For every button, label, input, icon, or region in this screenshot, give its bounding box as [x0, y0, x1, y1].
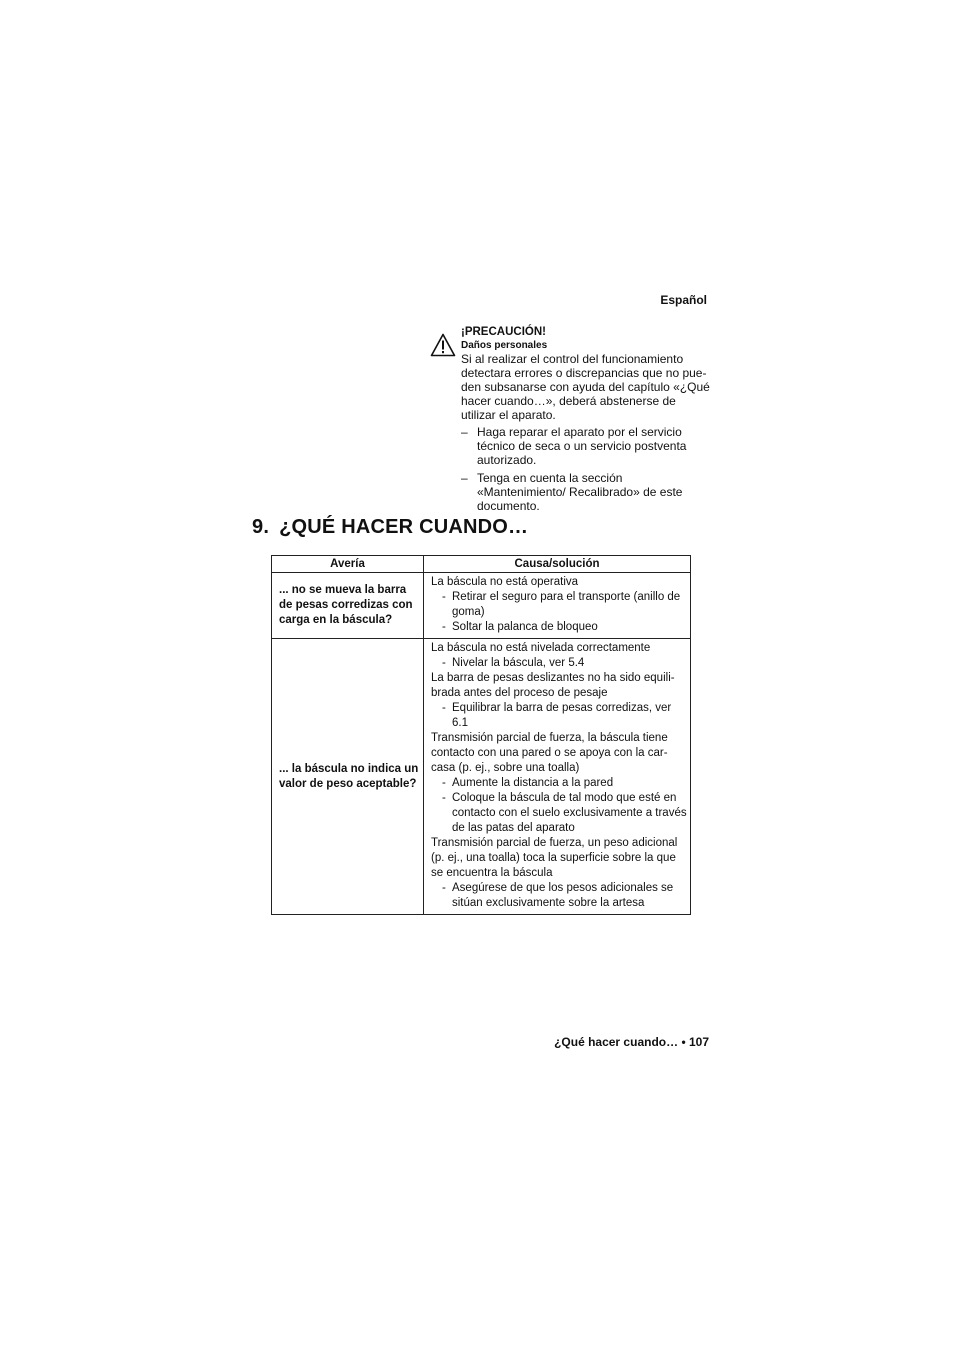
caution-subtitle: Daños personales [461, 340, 548, 351]
cause-text: La barra de pesas deslizantes no ha sido equili-brada antes del proceso de pesaje [431, 672, 675, 699]
caution-bullet-list [461, 425, 713, 513]
solution-item: - Coloque la báscula de tal modo que esté en contacto con el suelo exclusivamente a través de las patas del aparato [431, 791, 688, 836]
page-footer: ¿Qué hacer cuando… • 107 [554, 1035, 709, 1049]
solution-item: - Soltar la palanca de bloqueo [431, 620, 688, 635]
solution-item: - Asegúrese de que los pesos adicionales se sitúan exclusivamente sobre la artesa [431, 881, 688, 911]
fault-line: valor de peso aceptable? [279, 777, 417, 790]
header-fault: Avería [272, 556, 424, 573]
language-label: Español [660, 293, 707, 307]
cause-solution-cell [424, 573, 691, 639]
solution-item: - Aumente la distancia a la pared [431, 776, 688, 791]
caution-body: Si al realizar el control del funcionamiento detectara errores o discrepancias que no pue-den subsanarse con ayuda del capítulo «¿Qué hacer cuando…», deberá abstenerse de utilizar el aparato. [461, 352, 710, 422]
solution-list [431, 590, 688, 635]
solution-list [431, 881, 688, 911]
section-number: 9. [252, 516, 270, 538]
caution-bullet: – Haga reparar el aparato por el servicio técnico de seca o un servicio postventa autorizado. [461, 425, 713, 467]
fault-cell [272, 639, 424, 915]
table-row [272, 639, 691, 915]
fault-line: ... la báscula no indica un [279, 762, 419, 775]
solution-list [431, 656, 688, 671]
section-heading [252, 516, 528, 539]
solution-list [431, 701, 688, 731]
cause-text: Transmisión parcial de fuerza, la báscula tiene contacto con una pared o se apoya con la car-casa (p. ej., sobre una toalla) [431, 732, 668, 774]
table-row [272, 573, 691, 639]
caution-title: ¡PRECAUCIÓN! [461, 326, 546, 338]
header-cause-solution: Causa/solución [424, 556, 691, 573]
warning-triangle-icon [430, 333, 456, 357]
troubleshooting-table [271, 555, 691, 915]
solution-item: - Retirar el seguro para el transporte (anillo de goma) [431, 590, 688, 620]
caution-box [461, 325, 713, 517]
cause-solution-cell [424, 639, 691, 915]
section-title: ¿QUÉ HACER CUANDO… [279, 516, 529, 538]
cause-text: Transmisión parcial de fuerza, un peso adicional (p. ej., una toalla) toca la superficie sobre la que se encuentra la báscula [431, 837, 678, 879]
solution-item: - Nivelar la báscula, ver 5.4 [431, 656, 688, 671]
solution-item: - Equilibrar la barra de pesas corredizas, ver 6.1 [431, 701, 688, 731]
fault-line: de pesas corredizas con [279, 599, 413, 611]
solution-list [431, 776, 688, 836]
fault-line: ... no se mueva la barra [279, 584, 407, 596]
caution-bullet: – Tenga en cuenta la sección «Mantenimiento/ Recalibrado» de este documento. [461, 471, 713, 513]
cause-text: La báscula no está nivelada correctamente [431, 642, 651, 654]
fault-line: carga en la báscula? [279, 614, 393, 626]
fault-cell [272, 573, 424, 639]
table-header-row [272, 556, 691, 573]
cause-text: La báscula no está operativa [431, 576, 579, 588]
